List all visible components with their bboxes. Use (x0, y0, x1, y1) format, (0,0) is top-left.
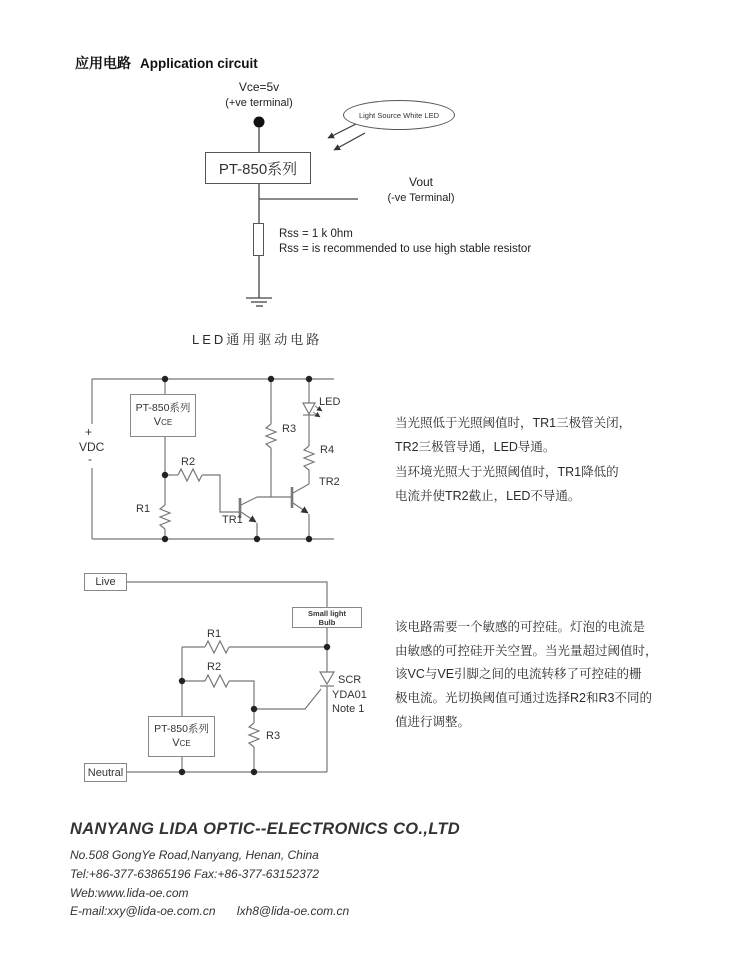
pt850-box-label: PT-850系列 (154, 723, 209, 735)
live-terminal-box (84, 573, 127, 591)
description-line: 当环境光照大于光照阈值时，TR1降低的 (395, 464, 619, 479)
neutral-terminal-box (84, 763, 127, 782)
page-title (75, 53, 258, 73)
r1-label: R1 (207, 628, 222, 640)
company-email-2: lxh8@lida-oe.com.cn (236, 904, 350, 918)
resistor-r3 (249, 723, 259, 747)
r1-label: R1 (136, 503, 151, 515)
company-email-1: E-mail:xxy@lida-oe.com.cn (70, 904, 216, 918)
description-line: 该VC与VE引脚之间的电流转移了可控硅的栅 (395, 667, 642, 682)
light-arrow (328, 123, 358, 138)
company-address: No.508 GongYe Road,Nanyang, Henan, China (70, 848, 319, 862)
r4-label: R4 (320, 444, 335, 456)
wire (229, 681, 254, 709)
page-title-en: Application circuit (140, 56, 258, 71)
led-driver-description (395, 411, 631, 508)
ground-icon (246, 298, 272, 306)
resistor-r1 (205, 641, 229, 653)
rss-value-label: Rss = 1 k 0hm (279, 228, 353, 240)
rss-note-label: Rss = is recommended to use high stable resistor (279, 243, 532, 255)
description-line: 电流并使TR2截止，LED不导通。 (395, 488, 581, 503)
light-source-ellipse (343, 100, 455, 130)
neutral-label: Neutral (87, 766, 124, 779)
vce-label: VCE (172, 737, 191, 749)
led-driver-circuit (92, 376, 334, 542)
scr-note-label: Note 1 (332, 703, 365, 715)
bulb-box (292, 607, 362, 628)
description-line: 值进行调整。 (395, 714, 471, 729)
resistor-r4 (304, 446, 314, 470)
led-label: LED (319, 396, 341, 408)
scr-gate-wire (254, 689, 321, 709)
wire (202, 475, 239, 512)
resistor-r3 (266, 424, 276, 448)
resistor-r2 (205, 675, 229, 687)
pt850-box-label: PT-850系列 (135, 402, 191, 414)
vdc-plus-label: + (85, 425, 93, 439)
pt850-vce-box (148, 716, 215, 757)
bulb-label-line2: Bulb (318, 617, 336, 627)
vcc-sublabel: (+ve terminal) (225, 97, 293, 109)
light-arrow (334, 133, 365, 150)
tr2-label: TR2 (319, 476, 340, 488)
page-title-cn: 应用电路 (75, 55, 131, 71)
r2-label: R2 (207, 661, 222, 673)
photodetector-bias-circuit (246, 117, 365, 307)
scr-model-label: YDA01 (332, 689, 367, 701)
light-source-label: Light Source White LED (358, 110, 440, 120)
pt850-box-label: PT-850系列 (218, 160, 298, 178)
company-name: NANYANG LIDA OPTIC--ELECTRONICS CO.,LTD (70, 820, 460, 838)
tr1-label: TR1 (222, 514, 243, 526)
resistor-rss-symbol (253, 223, 264, 256)
vcc-label: Vce=5v (238, 80, 280, 94)
vdc-minus-label: - (88, 452, 92, 466)
live-label: Live (95, 576, 116, 588)
terminal-dot (254, 117, 265, 128)
description-line: TR2三极管导通，LED导通。 (395, 440, 556, 455)
vout-label: Vout (408, 175, 434, 189)
vout-sublabel: (-ve Terminal) (387, 192, 455, 204)
scr-label: SCR (338, 674, 362, 686)
bulb-label-line1: Small light (308, 608, 346, 618)
company-web: Web:www.lida-oe.com (70, 886, 189, 900)
light-arrows (328, 123, 365, 150)
description-line: 当光照低于光照阈值时，TR1三极管关闭， (395, 416, 632, 430)
resistor-r2 (178, 469, 202, 481)
resistor-r1 (160, 505, 170, 529)
live-wire (127, 582, 327, 607)
description-line: 该电路需要一个敏感的可控硅。灯泡的电流是 (395, 620, 646, 634)
description-line: 极电流。光切换阈值可通过选择R2和R3不同的 (395, 691, 652, 706)
r3-label: R3 (266, 730, 281, 742)
description-line: 由敏感的可控硅开关空置。当光量超过阈值时， (395, 643, 658, 658)
vce-label: VCE (153, 416, 173, 428)
pt850-box (205, 152, 311, 184)
vdc-label: VDC (79, 440, 105, 454)
transistor-tr2 (292, 484, 309, 539)
company-tel-fax: Tel:+86-377-63865196 Fax:+86-377-63152372 (70, 867, 320, 881)
pt850-vce-box (130, 394, 196, 437)
led-driver-section-title: LED通用驱动电路 (192, 332, 323, 347)
scr-icon (320, 672, 334, 686)
r3-label: R3 (282, 423, 297, 435)
r2-label: R2 (181, 456, 196, 468)
scr-circuit-description (395, 616, 658, 735)
company-email-row (70, 904, 349, 918)
